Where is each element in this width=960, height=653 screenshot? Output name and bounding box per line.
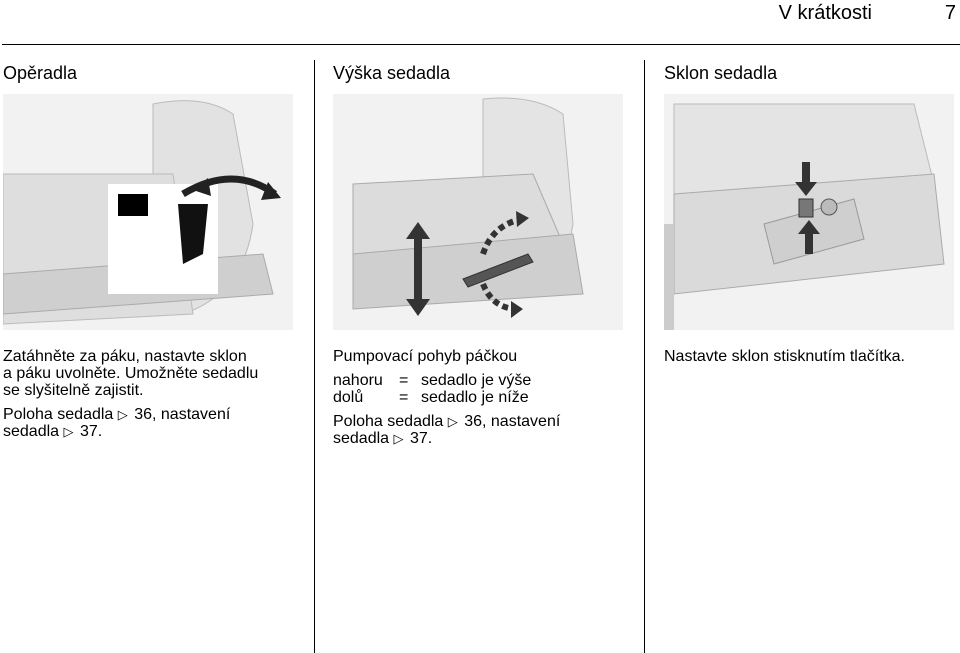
xref-link[interactable]: 37. bbox=[409, 430, 433, 447]
definition-desc: sedadlo je níže bbox=[421, 389, 529, 406]
triangle-right-outline-icon: ▷ bbox=[117, 407, 128, 422]
header-rule bbox=[2, 44, 960, 45]
backrest-instructions bbox=[3, 348, 303, 440]
xref-prefix: sedadla bbox=[333, 430, 390, 447]
column-title: Opěradla bbox=[3, 63, 78, 83]
xref-prefix: Poloha sedadla bbox=[333, 413, 444, 430]
cross-reference bbox=[333, 413, 633, 447]
seat-tilt-instructions bbox=[664, 348, 960, 365]
seat-height-drawing bbox=[333, 94, 623, 330]
xref-prefix: sedadla bbox=[3, 423, 60, 440]
definition-desc: sedadlo je výše bbox=[421, 372, 532, 389]
column-seat-tilt bbox=[664, 62, 960, 372]
page-number: 7 bbox=[944, 2, 956, 24]
column-divider bbox=[644, 60, 645, 653]
cross-reference bbox=[3, 406, 303, 440]
xref-prefix: Poloha sedadla bbox=[3, 406, 114, 423]
column-divider bbox=[314, 60, 315, 653]
definition-equals: = bbox=[399, 372, 409, 389]
seat-tilt-illustration bbox=[664, 94, 954, 330]
definition-row bbox=[333, 372, 531, 389]
seat-height-instructions bbox=[333, 348, 633, 447]
definition-term: nahoru bbox=[333, 372, 383, 389]
text-line: Zatáhněte za páku, nastavte sklon bbox=[3, 348, 247, 365]
column-title: Sklon sedadla bbox=[664, 63, 778, 83]
seat-height-illustration bbox=[333, 94, 623, 330]
definition-row bbox=[333, 389, 531, 406]
xref-link[interactable]: 37. bbox=[79, 423, 103, 440]
definition-term: dolů bbox=[333, 389, 364, 406]
column-backrest bbox=[3, 62, 303, 447]
xref-link[interactable]: 36, nastavení bbox=[464, 413, 561, 430]
triangle-right-outline-icon: ▷ bbox=[63, 424, 74, 439]
triangle-right-outline-icon: ▷ bbox=[447, 414, 458, 429]
text-line: Nastavte sklon stisknutím tlačítka. bbox=[664, 348, 905, 365]
text-line: se slyšitelně zajistit. bbox=[3, 382, 144, 399]
text-line: a páku uvolněte. Umožněte sedadlu bbox=[3, 365, 259, 382]
instruction-paragraph bbox=[664, 348, 960, 365]
column-title: Výška sedadla bbox=[333, 63, 451, 83]
section-title: V krátkosti bbox=[778, 2, 872, 24]
column-seat-height bbox=[333, 62, 633, 454]
backrest-illustration bbox=[3, 94, 293, 330]
backrest-drawing bbox=[3, 94, 293, 330]
definition-equals: = bbox=[399, 389, 409, 406]
instruction-paragraph bbox=[3, 348, 303, 399]
triangle-right-outline-icon: ▷ bbox=[393, 431, 404, 446]
definition-list bbox=[333, 372, 531, 406]
xref-link[interactable]: 36, nastavení bbox=[134, 406, 231, 423]
page-header bbox=[0, 0, 960, 46]
instruction-intro: Pumpovací pohyb páčkou bbox=[333, 348, 518, 365]
seat-tilt-drawing bbox=[664, 94, 954, 330]
